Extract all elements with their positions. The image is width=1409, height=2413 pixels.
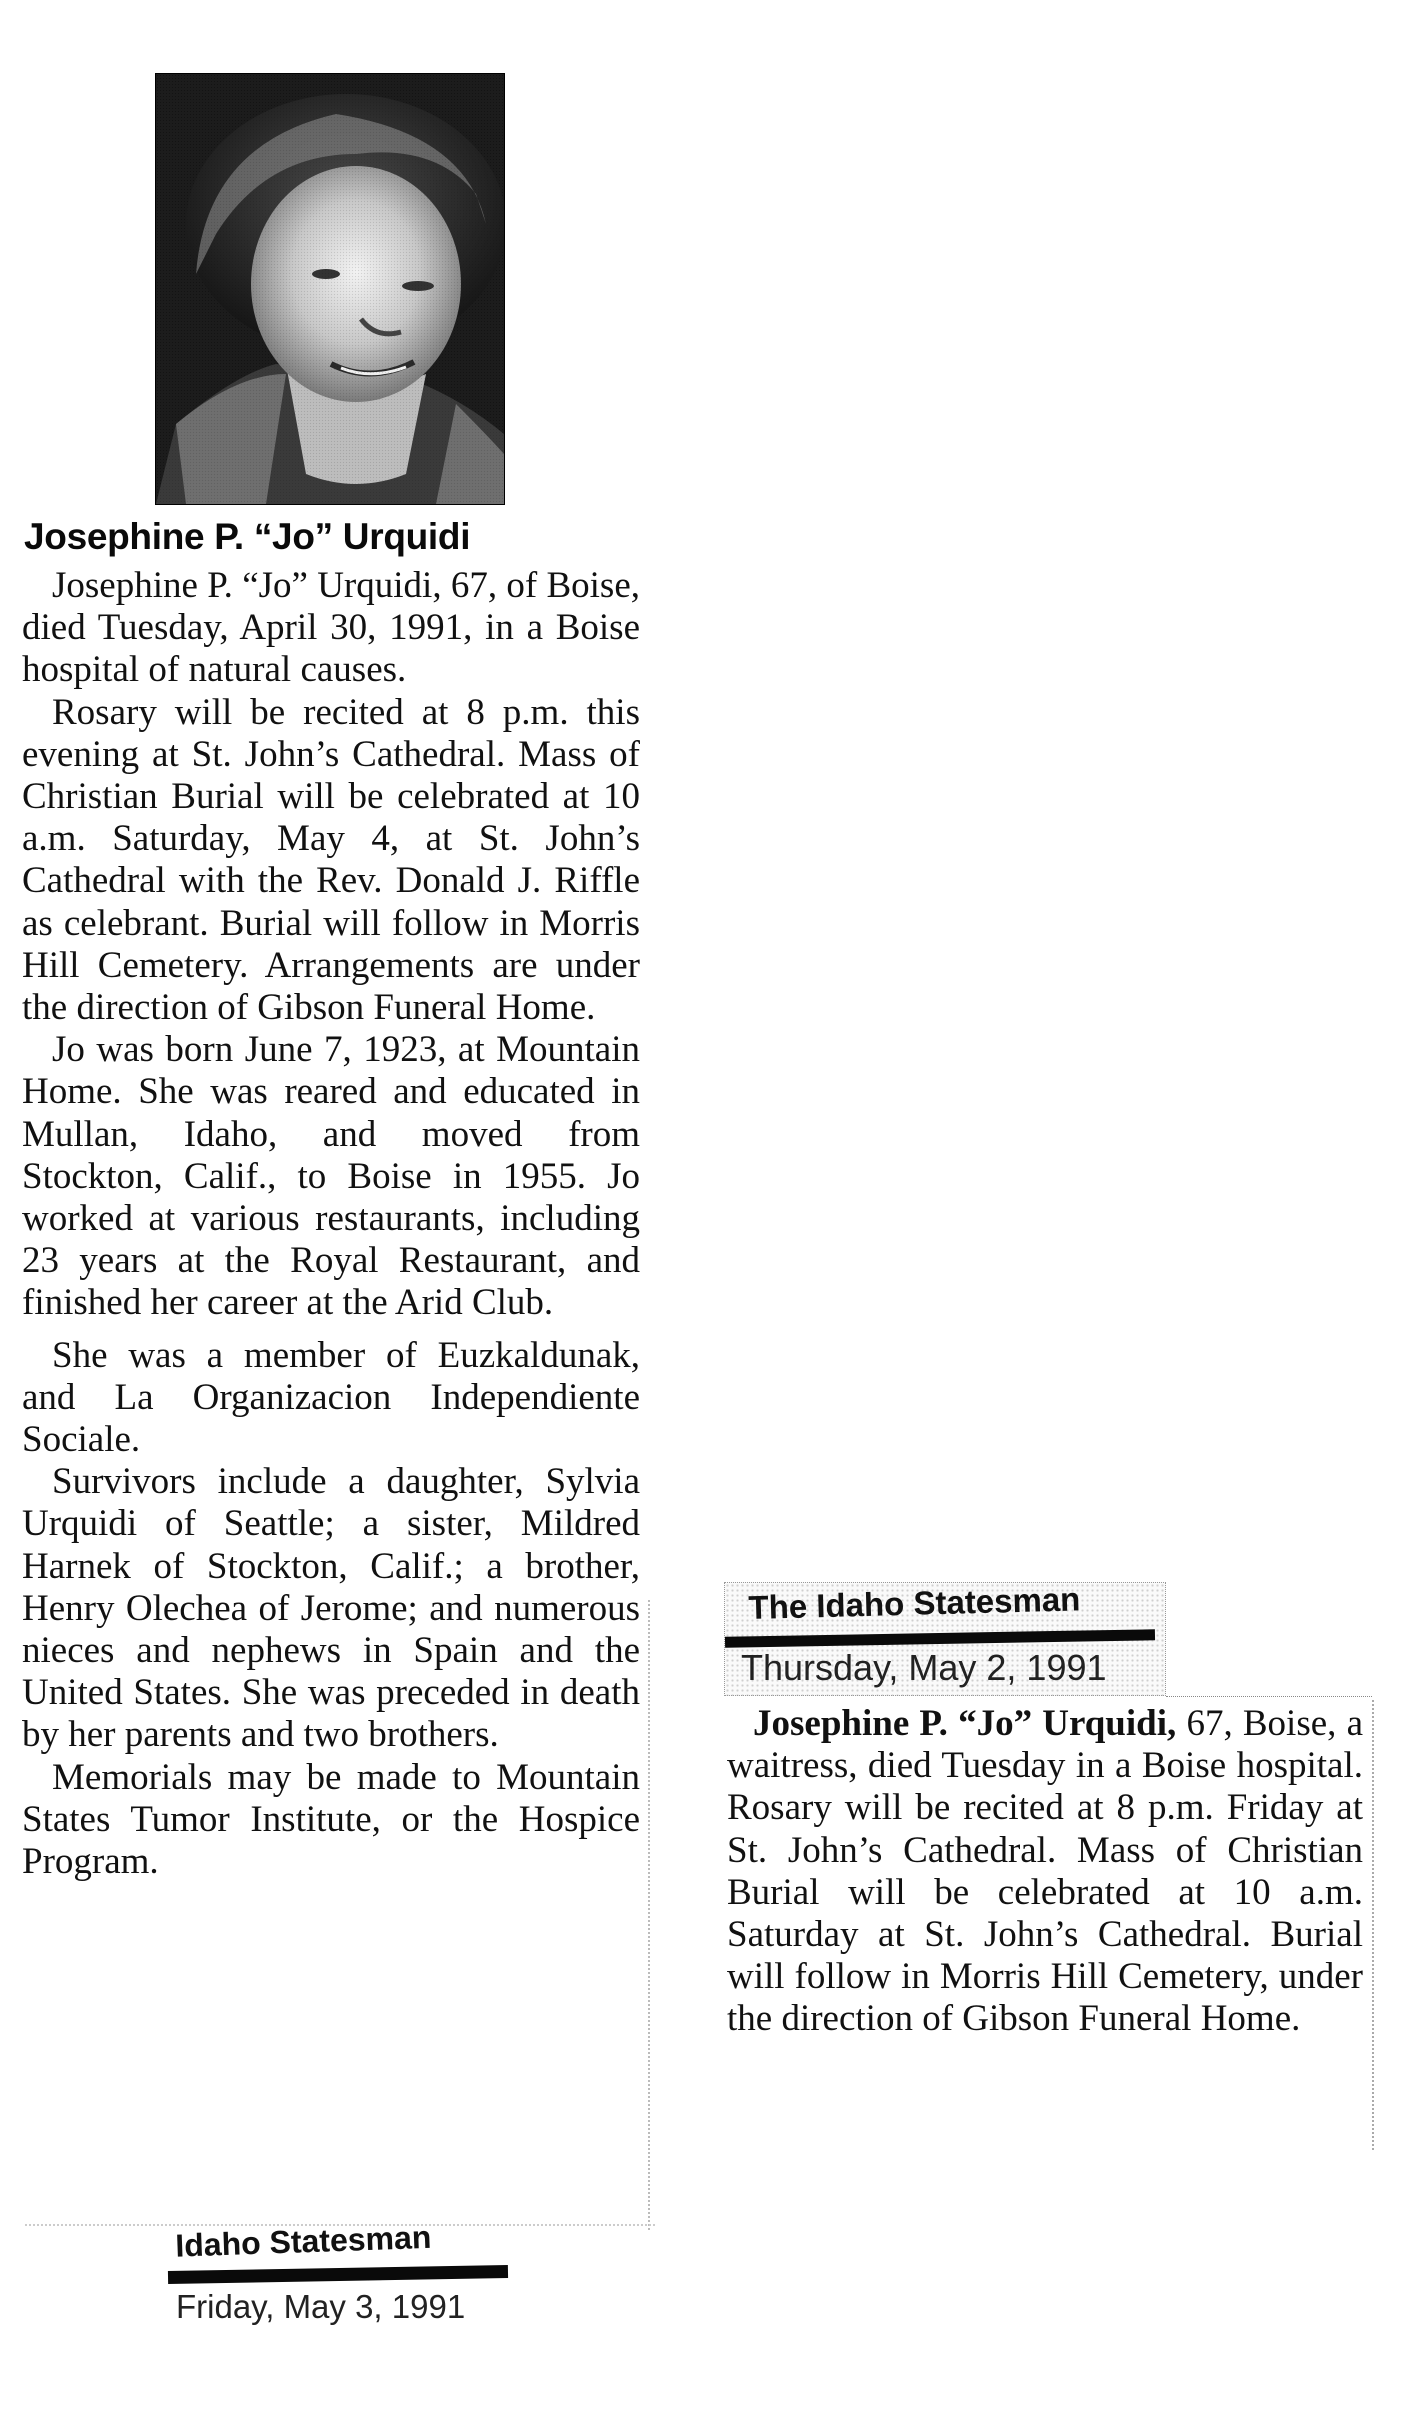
obituary-paragraph: Rosary will be recited at 8 p.m. this evening at St. John’s Cathedral. Mass of Christian Burial will be celebrated at 10 a.m. Saturday, May 4, at St. John’s Cathedral with the Rev. Donald J. Riffle as celebrant. Burial will follow in Morris Hill Cemetery. Arrangements are under the direction of Gibson Funeral Home. xyxy=(22,691,640,1029)
clipping-border xyxy=(1372,1700,1374,2150)
obituary-paragraph: Jo was born June 7, 1923, at Mountain Home. She was reared and educated in Mullan, Idaho, and moved from Stockton, Calif., to Boise in 1955. Jo worked at various restaurants, including 23 years at the Royal Restaurant, and finished her career at the Arid Club. xyxy=(22,1029,640,1324)
clipping-border xyxy=(1166,1696,1372,1697)
publication-date: Thursday, May 2, 1991 xyxy=(741,1647,1107,1688)
obituary-body xyxy=(22,565,640,1883)
notice-paragraph xyxy=(727,1703,1363,2041)
portrait-image xyxy=(156,74,504,504)
obituary-heading: Josephine P. “Jo” Urquidi xyxy=(24,516,471,557)
obituary-paragraph: She was a member of Euzkaldunak, and La Organizacion Independiente Sociale. xyxy=(22,1334,640,1461)
obituary-paragraph: Memorials may be made to Mountain States Tumor Institute, or the Hospice Program. xyxy=(22,1756,640,1883)
obituary-notice-clipping xyxy=(727,1703,1363,2041)
newspaper-name: The Idaho Statesman xyxy=(748,1580,1081,1627)
notice-lead-name: Josephine P. “Jo” Urquidi, xyxy=(753,1703,1177,1744)
portrait-photo xyxy=(155,73,505,505)
obituary-paragraph: Josephine P. “Jo” Urquidi, 67, of Boise, died Tuesday, April 30, 1991, in a Boise hospital of natural causes. xyxy=(22,565,640,691)
obituary-full-clipping xyxy=(22,515,640,1883)
publication-date: Friday, May 3, 1991 xyxy=(176,2288,466,2325)
newspaper-masthead-thursday xyxy=(724,1582,1166,1696)
newspaper-masthead-friday xyxy=(168,2218,508,2327)
notice-text: 67, Boise, a waitress, died Tuesday in a Boise hospital. Rosary will be recited at 8 p.m. Friday at St. John’s Cathedral. Mass of Christian Burial will be celebrated at 10 a.m. Saturday at St. John’s Cathedral. Burial will follow in Morris Hill Cemetery, under the direction of Gibson Funeral Home. xyxy=(727,1703,1363,2040)
masthead-rule xyxy=(725,1629,1155,1648)
clipping-border xyxy=(648,1600,650,2230)
newspaper-name: Idaho Statesman xyxy=(174,2218,432,2264)
obituary-paragraph: Survivors include a daughter, Sylvia Urquidi of Seattle; a sister, Mildred Harnek of Stockton, Calif.; a brother, Henry Olechea of Jerome; and numerous nieces and nephews in Spain and the United States. She was preceded in death by her parents and two brothers. xyxy=(22,1461,640,1756)
masthead-rule xyxy=(168,2265,508,2284)
